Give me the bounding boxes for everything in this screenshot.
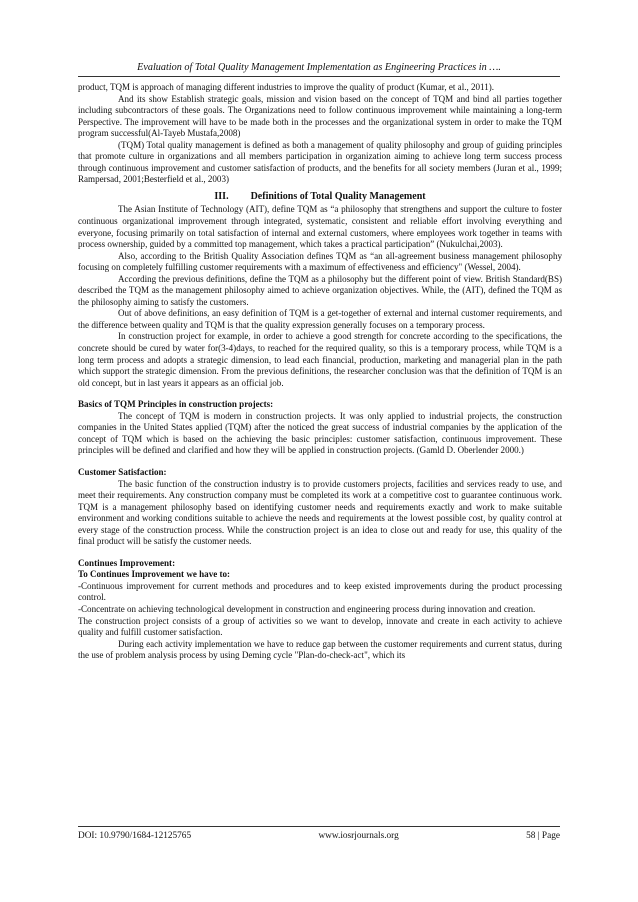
- section-number: III.: [214, 190, 229, 202]
- running-header: Evaluation of Total Quality Management Implementation as Engineering Practices in ….: [137, 62, 501, 73]
- subsection-heading: Basics of TQM Principles in construction projects:: [78, 399, 274, 410]
- footer-divider: [78, 826, 560, 827]
- paragraph: The Asian Institute of Technology (AIT), define TQM as “a philosophy that strengthens and support the culture to foster continuous organizational improvement through integrated, systematic, consistent and reliable effort involving everything and everyone, focusing primarily on total satisfaction of internal and external customers, where employees work together in teams with process ownership, guided by a committed top management, which takes a practical participation” (Nukulchai,2003).: [78, 204, 562, 250]
- subsection-heading: Continues Improvement:: [78, 557, 176, 568]
- section-heading: [78, 191, 562, 203]
- paragraph: According the previous definitions, define the TQM as a philosophy but the different point of view. British Standard(BS) described the TQM as the management philosophy aimed to achieve organization objectives. While, the (AIT), defined the TQM as the philosophy aiming to satisfy the customers.: [78, 273, 562, 307]
- paragraph: During each activity implementation we have to reduce gap between the customer requirements and current status, during the use of problem analysis process by using Deming cycle "Plan-do-check-act", which its: [78, 638, 562, 661]
- journal-website-link[interactable]: www.iosrjournals.org: [318, 831, 399, 841]
- header-divider: [78, 76, 560, 77]
- section-title: Definitions of Total Quality Management: [250, 190, 426, 202]
- paragraph: In construction project for example, in order to achieve a good strength for concrete according to the specifications, the concrete should be cured by water for(3-4)days, to reached for the required quality, so this is a temporary process, while TQM is a long term process and adopts a strategic dimension, to lead each financial, production, marketing and managerial plan in the path which support the strategic dimension. From the previous definitions, the researcher conclusion was that the definition of TQM is an old concept, but in last years it appears as an official job.: [78, 331, 562, 388]
- paragraph: product, TQM is approach of managing different industries to improve the quality of product (Kumar, et al., 2011).: [78, 82, 495, 92]
- page-body: [78, 82, 562, 662]
- paragraph: The concept of TQM is modern in construction projects. It was only applied to industrial projects, the construction companies in the United States applied (TQM) after the noticed the great success of industrial companies by the application of the concept of TQM which is based on the achieving the basic principles: customer satisfaction, continuous improvement. These principles will be defined and clarified and how they will be applied in construction projects. (Gamld D. Oberlender 2000.): [78, 410, 562, 456]
- doi-text: DOI: 10.9790/1684-12125765: [78, 831, 192, 841]
- page-footer: [78, 831, 560, 841]
- list-item: -Concentrate on achieving technological development in construction and engineering process during innovation and creation.: [78, 603, 536, 614]
- paragraph: (TQM) Total quality management is defined as both a management of quality philosophy and group of guiding principles that promote culture in organizations and all members participation in organization aiming to achieve long term success process through continuous improvement and customer satisfaction of products, and the benefits for all society members (Juran et al., 1999; Rampersad, 2001;Besterfield et al., 2003): [78, 139, 562, 185]
- paragraph: And its show Establish strategic goals, mission and vision based on the concept of TQM and bind all parties together including subcontractors of these goals. The Organizations need to follow continuous improvement while maintaining a long-term Perspective. The improvement will have to be made both in the processes and the organizational system in order to make the TQM program successful(Al-Tayeb Mustafa,2008): [78, 93, 562, 139]
- list-item: -Continuous improvement for current methods and procedures and to keep existed improvements during the product processing control.: [78, 580, 562, 603]
- subsection-heading: Customer Satisfaction:: [78, 466, 167, 477]
- paragraph: The basic function of the construction industry is to provide customers projects, facilities and services ready to use, and meet their requirements. Any construction company must be completed its work at a competitive cost to guarantee continuous work. TQM is a management philosophy based on identifying customer needs and requirements exactly and work to make suitable environment and working conditions suitable to achieve the needs and requirements at the lowest possible cost, by quality control at every stage of the construction process. While the construction project is an idea to close out and ready for use, this quality of the final product will be satisfy the customer needs.: [78, 478, 562, 547]
- paragraph: Out of above definitions, an easy definition of TQM is a get-together of external and internal customer requirements, and the difference between quality and TQM is that the quality expression generally focuses on a temporary process.: [78, 308, 562, 330]
- paragraph: Also, according to the British Quality Association defines TQM as “an all-agreement business management philosophy focusing on completely fulfilling customer requirements with a maximum of effectiveness and efficiency" (Wessel, 2004).: [78, 250, 562, 273]
- page-number: 58 | Page: [526, 831, 560, 841]
- subsection-subheading: To Continues Improvement we have to:: [78, 569, 231, 580]
- paragraph: The construction project consists of a group of activities so we want to develop, innovate and create in each activity to achieve quality and fulfill customer satisfaction.: [78, 615, 562, 638]
